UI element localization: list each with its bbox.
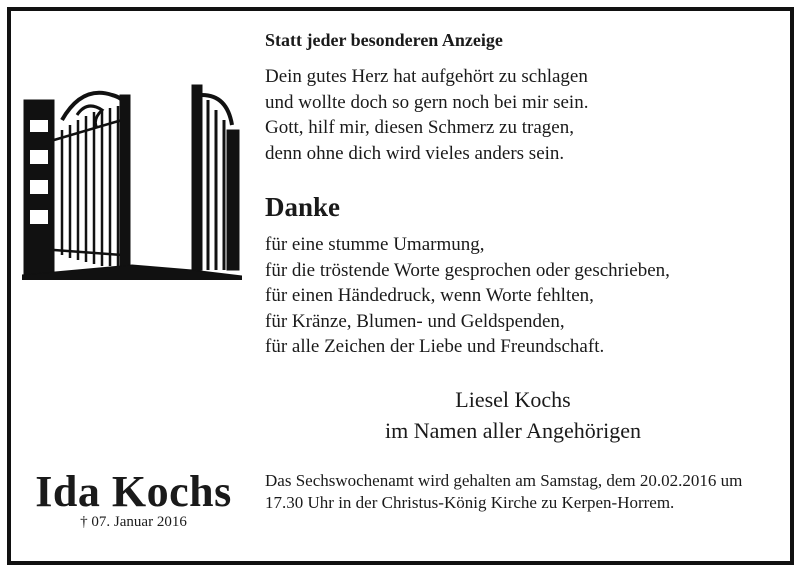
thanks-line: für alle Zeichen der Liebe und Freundschaft. — [265, 336, 605, 357]
thanks-line: für die tröstende Worte gesprochen oder geschrieben, — [265, 259, 670, 281]
memorial-verse — [265, 64, 588, 166]
signature-block — [345, 384, 681, 446]
verse-line: Dein gutes Herz hat aufgehört zu schlagen — [265, 66, 588, 87]
mass-notice: Das Sechswochenamt wird gehalten am Samstag, dem 20.02.2016 um 17.30 Uhr in der Christus-König Kirche zu Kerpen-Horrem. — [265, 471, 743, 512]
death-date: † 07. Januar 2016 — [80, 514, 187, 530]
verse-line: und wollte doch so gern noch bei mir sein. — [265, 91, 589, 113]
notice-headline: Statt jeder besonderen Anzeige — [265, 30, 503, 50]
signer-name: Liesel Kochs — [455, 387, 571, 412]
thanks-line: für einen Händedruck, wenn Worte fehlten, — [265, 285, 594, 306]
thanks-title: Danke — [265, 192, 341, 222]
thanks-line: für eine stumme Umarmung, — [265, 234, 485, 255]
thanks-line: für Kränze, Blumen- und Geldspenden, — [265, 310, 565, 332]
deceased-name: Ida Kochs — [35, 467, 232, 516]
open-gate-icon — [22, 80, 242, 280]
signer-relation: im Namen aller Angehörigen — [385, 418, 641, 443]
verse-line: denn ohne dich wird vieles anders sein. — [265, 142, 565, 164]
thanks-list — [265, 232, 670, 360]
verse-line: Gott, hilf mir, diesen Schmerz zu tragen, — [265, 117, 574, 138]
